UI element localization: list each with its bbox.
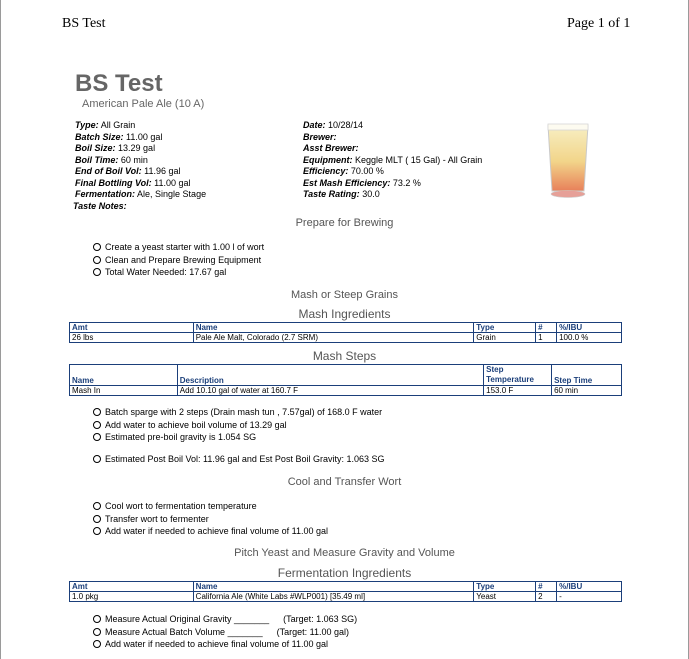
table-header-row: Name Description Step Temperature Step Time — [70, 365, 622, 386]
checkbox-circle-icon[interactable] — [93, 640, 101, 648]
section-pitch-yeast: Pitch Yeast and Measure Gravity and Volume — [234, 547, 455, 559]
checkbox-circle-icon[interactable] — [93, 615, 101, 623]
meta-row: End of Boil Vol: 11.96 gal — [75, 166, 181, 176]
checklist-item[interactable]: Create a yeast starter with 1.00 l of wort — [93, 241, 264, 254]
checklist-item[interactable]: Measure Actual Batch Volume _______ (Target: 11.00 gal) — [93, 626, 357, 639]
checkbox-circle-icon[interactable] — [93, 433, 101, 441]
checklist-item[interactable]: Measure Actual Original Gravity _______ (Target: 1.063 SG) — [93, 613, 357, 626]
checklist-item[interactable]: Estimated pre-boil gravity is 1.054 SG — [93, 431, 382, 444]
checklist-item[interactable]: Add water to achieve boil volume of 13.29 gal — [93, 419, 382, 432]
meta-row: Brewer: — [303, 131, 337, 142]
checklist-item[interactable]: Clean and Prepare Brewing Equipment — [93, 254, 264, 267]
table-header-row: Amt Name Type # %/IBU — [70, 582, 622, 592]
mash-steps-table — [69, 364, 622, 396]
mash-checklist — [93, 406, 382, 444]
boil-checklist — [93, 453, 384, 466]
recipe-title: BS Test — [75, 70, 163, 97]
checklist-item[interactable]: Batch sparge with 2 steps (Drain mash tun , 7.57gal) of 168.0 F water — [93, 406, 382, 419]
table-header-row: Amt Name Type # %/IBU — [70, 323, 622, 333]
checklist-item[interactable]: Add water if needed to achieve final volume of 11.00 gal — [93, 525, 328, 538]
meta-row: Boil Size: 13.29 gal — [75, 143, 156, 153]
checkbox-circle-icon[interactable] — [93, 256, 101, 264]
checkbox-circle-icon[interactable] — [93, 502, 101, 510]
beer-glass-icon — [540, 121, 596, 199]
checkbox-circle-icon[interactable] — [93, 421, 101, 429]
section-cool-transfer: Cool and Transfer Wort — [287, 476, 402, 488]
table-row: 1.0 pkg California Ale (White Labs #WLP001) [35.49 ml] Yeast 2 - — [70, 592, 622, 602]
table-row: Mash In Add 10.10 gal of water at 160.7 F 153.0 F 60 min — [70, 386, 622, 396]
meta-row: Date: 10/28/14 — [303, 120, 364, 130]
meta-row: Asst Brewer: — [303, 143, 359, 153]
meta-row: Boil Time: 60 min — [75, 154, 148, 165]
checklist-item[interactable]: Total Water Needed: 17.67 gal — [93, 266, 264, 279]
cool-checklist — [93, 500, 328, 538]
taste-notes-label: Taste Notes: — [73, 201, 127, 211]
prepare-checklist — [93, 241, 264, 279]
meta-row: Est Mash Efficiency: 73.2 % — [303, 177, 421, 188]
checkbox-circle-icon[interactable] — [93, 243, 101, 251]
checklist-item[interactable]: Estimated Post Boil Vol: 11.96 gal and Est Post Boil Gravity: 1.063 SG — [93, 453, 384, 466]
final-checklist — [93, 613, 357, 651]
checklist-item[interactable]: Add water if needed to achieve final volume of 11.00 gal — [93, 638, 357, 651]
table-row: 26 lbs Pale Ale Malt, Colorado (2.7 SRM) Grain 1 100.0 % — [70, 333, 622, 343]
checkbox-circle-icon[interactable] — [93, 408, 101, 416]
checkbox-circle-icon[interactable] — [93, 268, 101, 276]
recipe-meta-right — [303, 120, 482, 201]
meta-row: Efficiency: 70.00 % — [303, 166, 384, 176]
meta-row: Type: All Grain — [75, 120, 136, 130]
section-fermentation-ingredients: Fermentation Ingredients — [277, 566, 412, 580]
meta-row: Taste Rating: 30.0 — [303, 189, 380, 199]
checkbox-circle-icon[interactable] — [93, 628, 101, 636]
meta-row: Equipment: Keggle MLT ( 15 Gal) - All Grain — [303, 154, 483, 165]
page-number: Page 1 of 1 — [567, 16, 631, 31]
section-mash-ingredients: Mash Ingredients — [298, 307, 391, 321]
checkbox-circle-icon[interactable] — [93, 527, 101, 535]
checklist-item[interactable]: Cool wort to fermentation temperature — [93, 500, 328, 513]
meta-row: Final Bottling Vol: 11.00 gal — [75, 177, 191, 188]
mash-ingredients-table — [69, 322, 622, 343]
fermentation-ingredients-table — [69, 581, 622, 602]
checkbox-circle-icon[interactable] — [93, 455, 101, 463]
recipe-style: American Pale Ale (10 A) — [82, 98, 205, 110]
header-title: BS Test — [62, 16, 106, 31]
section-mash-steep: Mash or Steep Grains — [291, 289, 398, 301]
section-mash-steps: Mash Steps — [312, 349, 377, 363]
checkbox-circle-icon[interactable] — [93, 515, 101, 523]
recipe-meta-left — [75, 120, 206, 201]
section-prepare: Prepare for Brewing — [295, 217, 394, 229]
checklist-item[interactable]: Transfer wort to fermenter — [93, 513, 328, 526]
page-left-border — [0, 0, 1, 659]
meta-row: Batch Size: 11.00 gal — [75, 131, 163, 142]
meta-row: Fermentation: Ale, Single Stage — [75, 189, 207, 199]
